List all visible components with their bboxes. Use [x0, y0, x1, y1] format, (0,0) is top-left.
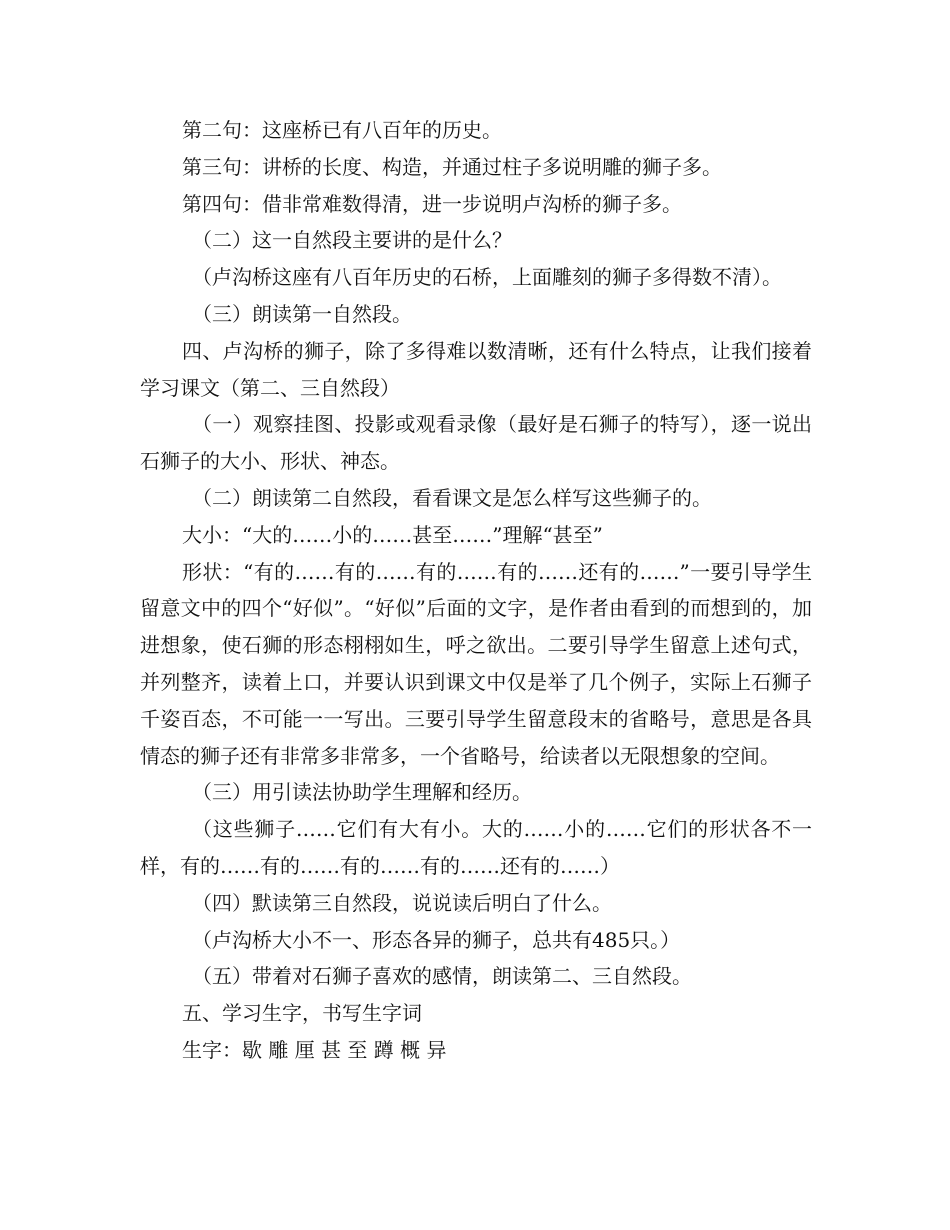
paragraph-section-four-heading: 四、卢沟桥的狮子，除了多得难以数清晰，还有什么特点，让我们接着学习课文（第二、三自然段）: [140, 338, 812, 400]
paragraph-guided-reading: （三）用引读法协助学生理解和经历。: [192, 780, 532, 805]
paragraph-sentence-two: 第二句：这座桥已有八百年的历史。: [182, 118, 502, 142]
paragraph-read-with-feeling: （五）带着对石狮子喜欢的感情，朗读第二、三自然段。: [192, 964, 692, 989]
paragraph-lion-count: （卢沟桥大小不一、形态各异的狮子，总共有485只。）: [192, 927, 681, 952]
paragraph-new-characters: 生字：歇 雕 厘 甚 至 蹲 概 异: [182, 1037, 447, 1062]
document-body: [140, 112, 812, 1069]
paragraph-silent-reading: （四）默读第三自然段，说说读后明白了什么。: [192, 890, 612, 915]
paragraph-shape: 形状：“有的……有的……有的……有的……还有的……”一要引导学生留意文中的四个“好似”。“好似”后面的文字，是作者由看到的而想到的，加进想象，使石狮的形态栩栩如生，呼之欲出。二要引导学生留意上述句式，并列整齐，读着上口，并要认识到课文中仅是举了几个例子，实际上石狮子千姿百态，不可能一一写出。三要引导学生留意段末的省略号，意思是各具情态的狮子还有非常多非常多，一个省略号，给读者以无限想象的空间。: [140, 559, 812, 768]
paragraph-guided-reading-content: （这些狮子……它们有大有小。大的……小的……它们的形状各不一样，有的……有的……有的……有的……还有的……）: [140, 817, 812, 878]
paragraph-read-second-section: （二）朗读第二自然段，看看课文是怎么样写这些狮子的。: [192, 485, 712, 510]
paragraph-answer-main-idea: （卢沟桥这座有八百年历史的石桥，上面雕刻的狮子多得数不清）。: [192, 265, 782, 290]
paragraph-sentence-four: 第四句：借非常难数得清，进一步说明卢沟桥的狮子多。: [182, 191, 682, 216]
paragraph-size: 大小：“大的……小的……甚至……”理解“甚至”: [182, 522, 603, 547]
paragraph-read-first-section: （三）朗读第一自然段。: [192, 301, 412, 326]
paragraph-question-main-idea: （二）这一自然段主要讲的是什么？: [192, 228, 512, 253]
paragraph-observe-pictures: （一）观察挂图、投影或观看录像（最好是石狮子的特写），逐一说出石狮子的大小、形状、神态。: [140, 412, 812, 474]
paragraph-sentence-three: 第三句：讲桥的长度、构造，并通过柱子多说明雕的狮子多。: [182, 154, 722, 179]
paragraph-section-five-heading: 五、学习生字，书写生字词: [182, 1001, 422, 1026]
